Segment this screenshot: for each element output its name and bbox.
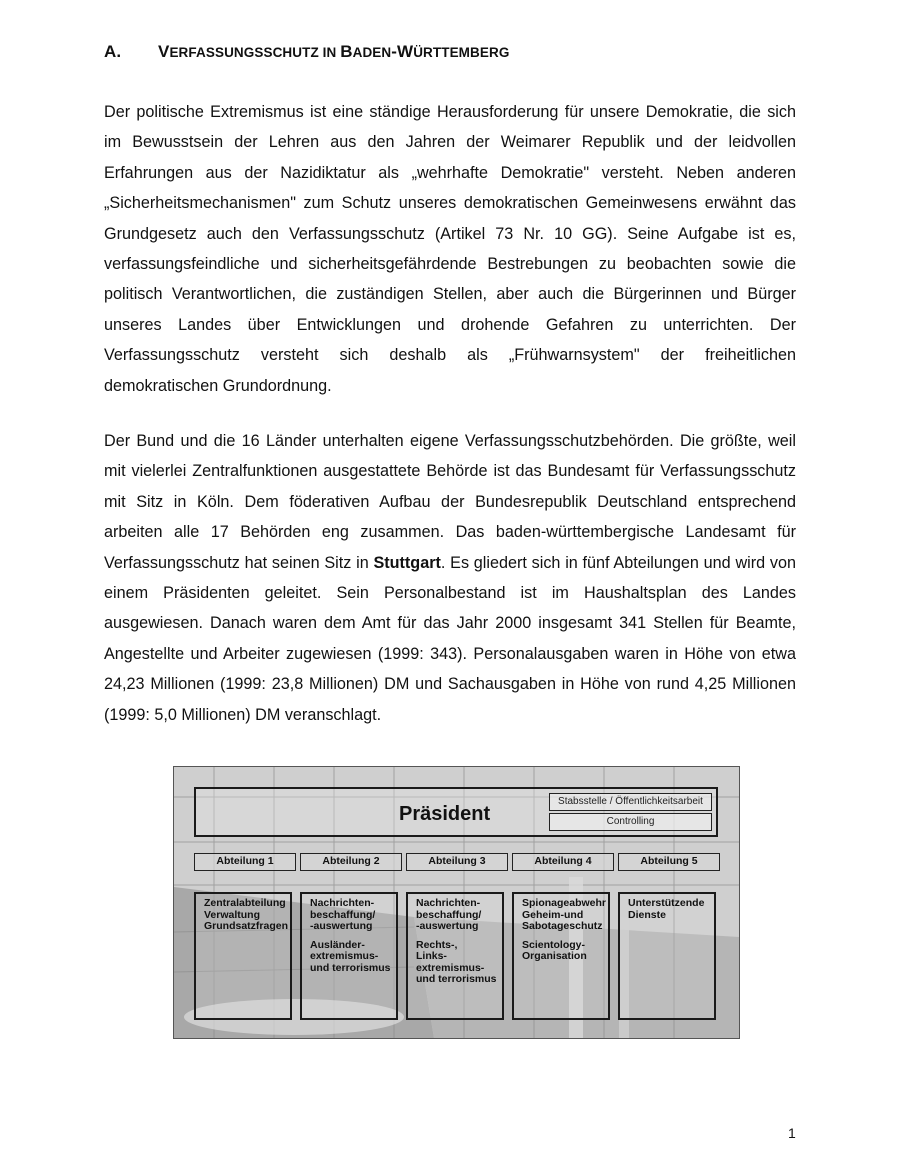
department-task-line: Nachrichten- xyxy=(416,897,481,909)
department-1-tasks xyxy=(194,892,292,1020)
department-5-tasks xyxy=(618,892,716,1020)
department-4-tasks xyxy=(512,892,610,1020)
department-task-line: -auswertung xyxy=(310,920,373,932)
department-task-line: Unterstützende xyxy=(628,897,705,909)
org-chart xyxy=(173,766,740,1039)
department-1-label: Abteilung 1 xyxy=(194,853,296,871)
department-task-line: Organisation xyxy=(522,950,587,962)
department-task-line: -auswertung xyxy=(416,920,479,932)
department-2-tasks xyxy=(300,892,398,1020)
department-task-line: extremismus- xyxy=(416,961,485,974)
department-4-label: Abteilung 4 xyxy=(512,853,614,871)
section-heading xyxy=(104,42,804,62)
department-task-line: Scientology- xyxy=(522,938,586,951)
department-task-line: Zentralabteilung xyxy=(204,897,286,909)
page-number: 1 xyxy=(788,1125,796,1141)
staff-unit-controlling: Controlling xyxy=(549,813,712,831)
department-3-label: Abteilung 3 xyxy=(406,853,508,871)
paragraph-extremismus: Der politische Extremismus ist eine ständige Herausforderung für unsere Demokratie, die sich im Bewusstsein der Lehren aus den Jahren der Weimarer Republik und der leidvollen Erfahrungen aus der Nazidiktatur als „wehrhafte Demokratie" versteht. Neben anderen „Sicherheitsmechanismen" zum Schutz unseres demokratischen Gemeinwesens erwähnt das Grundgesetz auch den Verfassungsschutz (Artikel 73 Nr. 10 GG). Seine Aufgabe ist es, verfassungsfeindliche und sicherheitsgefährdende Bestrebungen zu beobachten sowie die politisch Verantwortlichen, die zuständigen Stellen, aber auch die Bürgerinnen und Bürger unseres Landes über Entwicklungen und drohende Gefahren zu unterrichten. Der Verfassungsschutz versteht sich deshalb als „Frühwarnsystem" der freiheitlichen demokratischen Grundordnung. xyxy=(104,103,796,395)
location-stuttgart: Stuttgart xyxy=(373,553,441,572)
paragraph-behoerden: Der Bund und die 16 Länder unterhalten eigene Verfassungsschutzbehörden. Die größte, weil mit vielerlei Zentralfunktionen ausgestattete Behörde ist das Bundesamt für Verfassungsschutz mit Sitz in Köln. Dem föderativen Aufbau der Bundesrepublik Deutschland entsprechend arbeiten alle 17 Behörden eng zusammen. Das baden-württembergische Landesamt für Verfassungsschutz hat seinen Sitz in Stuttgart. Es gliedert sich in fünf Abteilungen und wird von einem Präsidenten geleitet. Sein Personalbestand ist im Haushaltsplan des Landes ausgewiesen. Danach waren dem Amt für das Jahr 2000 insgesamt 341 Stellen für Beamte, Angestellte und Arbeiter zugewiesen (1999: 343). Personalausgaben waren in Höhe von etwa 24,23 Millionen (1999: 23,8 Millionen) DM und Sachausgaben in Höhe von rund 4,25 Millionen (1999: 5,0 Millionen) DM veranschlagt. xyxy=(104,432,796,724)
department-task-line: extremismus- xyxy=(310,950,379,962)
department-task-line: Dienste xyxy=(628,908,666,921)
department-3-tasks xyxy=(406,892,504,1020)
department-task-line: Spionageabwehr xyxy=(522,897,607,909)
department-task-line: Nachrichten- xyxy=(310,897,375,909)
staff-unit-public-relations: Stabsstelle / Öffentlichkeitsarbeit xyxy=(549,793,712,811)
section-title: VERFASSUNGSSCHUTZ IN BADEN-WÜRTTEMBERG xyxy=(158,42,510,61)
section-letter: A. xyxy=(104,42,122,61)
department-2-label: Abteilung 2 xyxy=(300,853,402,871)
department-task-line: Grundsatzfragen xyxy=(204,920,289,932)
department-task-line: beschaffung/ xyxy=(310,908,376,921)
department-5-label: Abteilung 5 xyxy=(618,853,720,871)
department-task-line: Sabotageschutz xyxy=(522,920,603,932)
department-task-line: und terrorismus xyxy=(416,973,497,985)
department-task-line: Ausländer- xyxy=(310,938,365,951)
department-task-line: Geheim-und xyxy=(522,908,584,921)
president-label: Präsident xyxy=(399,803,491,825)
department-task-line: beschaffung/ xyxy=(416,908,482,921)
department-task-line: Verwaltung xyxy=(204,908,261,921)
department-task-line: und terrorismus xyxy=(310,961,391,974)
department-task-line: Links- xyxy=(416,950,447,962)
department-task-line: Rechts-, xyxy=(416,938,458,951)
